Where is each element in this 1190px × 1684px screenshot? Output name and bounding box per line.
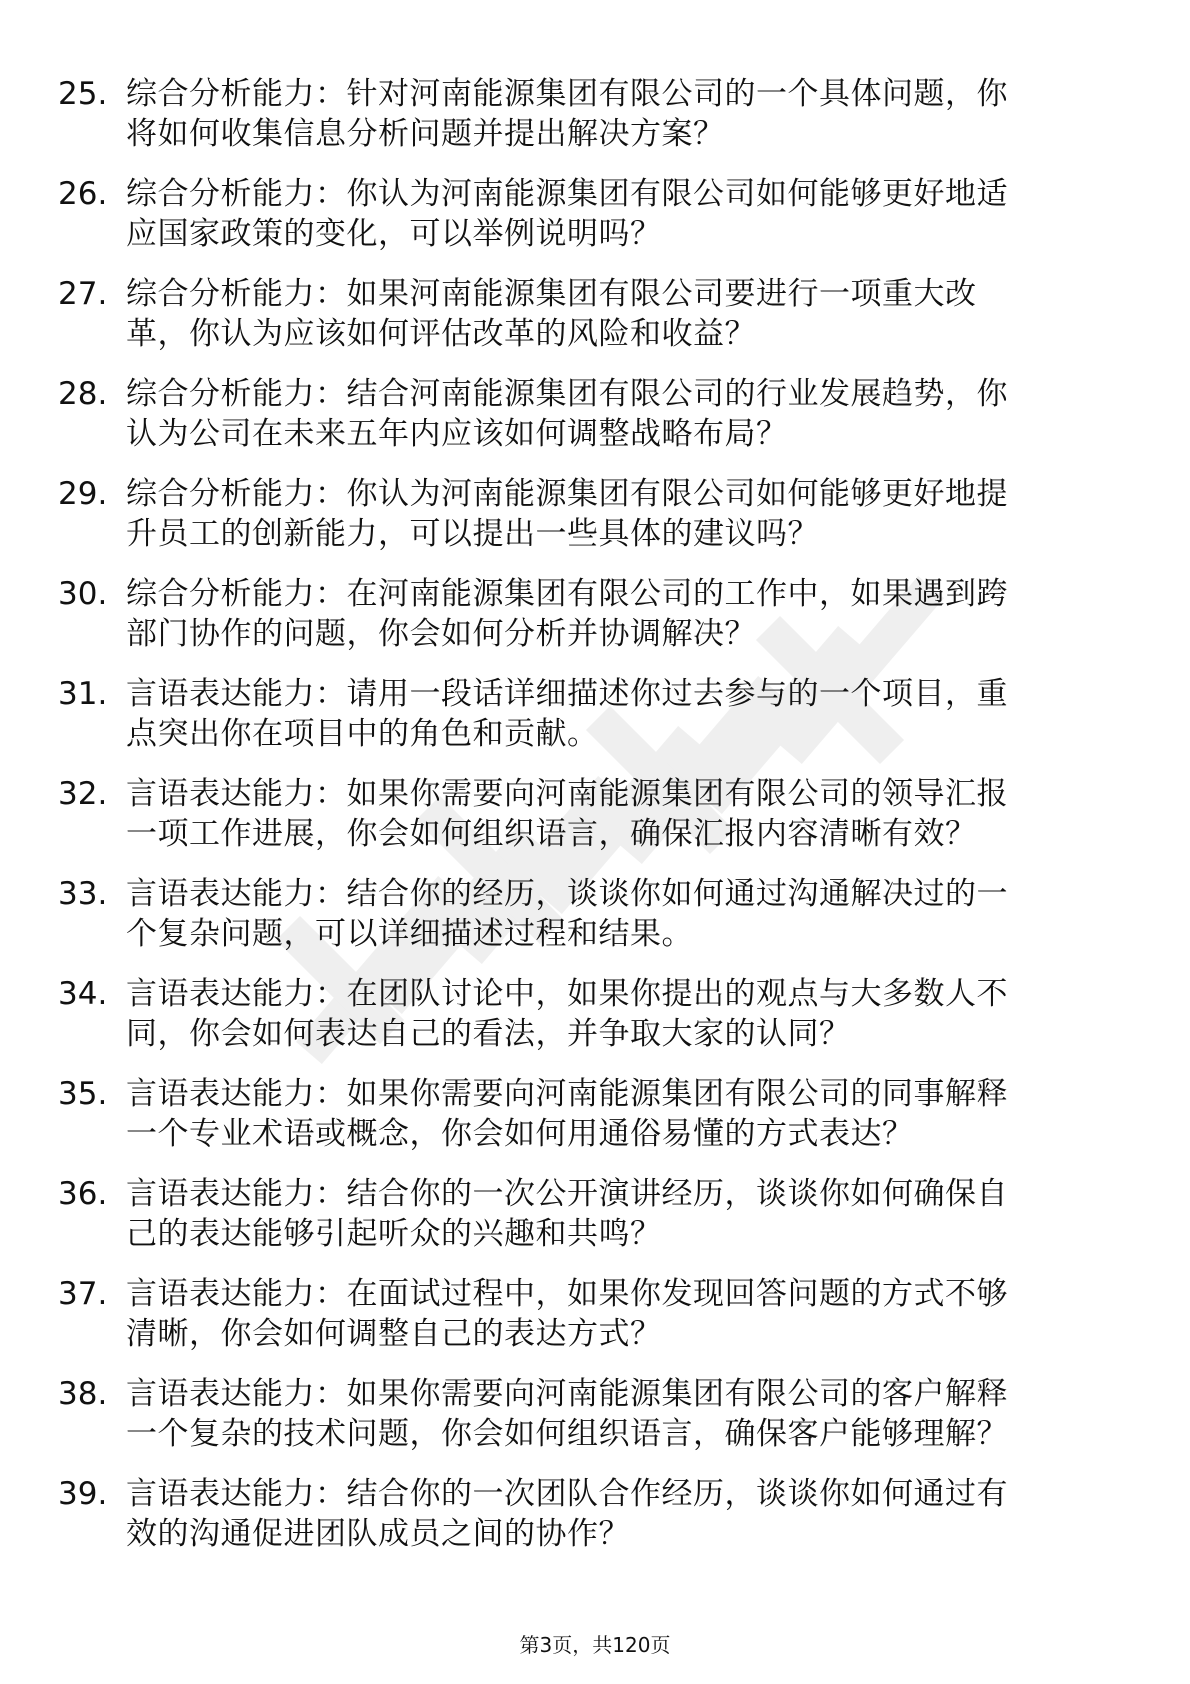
page-footer <box>0 1632 1190 1658</box>
page-number-label: 第3页，共120页 <box>519 1633 671 1657</box>
question-text <box>126 374 1166 454</box>
question-number: 33. <box>58 876 108 912</box>
question-number: 28. <box>58 376 108 412</box>
question-number: 32. <box>58 776 108 812</box>
question-text <box>126 174 1166 254</box>
question-item-34 <box>58 970 1118 1070</box>
question-item-25 <box>58 70 1118 170</box>
question-item-28 <box>58 370 1118 470</box>
question-item-39 <box>58 1470 1118 1570</box>
question-line: 点突出你在项目中的角色和贡献。 <box>126 716 599 752</box>
question-line: 综合分析能力：在河南能源集团有限公司的工作中，如果遇到跨 <box>126 576 1008 612</box>
question-line: 言语表达能力：结合你的一次公开演讲经历，谈谈你如何确保自 <box>126 1176 1008 1212</box>
question-item-30 <box>58 570 1118 670</box>
question-item-36 <box>58 1170 1118 1270</box>
question-text <box>126 74 1166 154</box>
question-line: 一个复杂的技术问题，你会如何组织语言，确保客户能够理解？ <box>126 1416 1008 1452</box>
question-item-33 <box>58 870 1118 970</box>
question-line: 言语表达能力：在面试过程中，如果你发现回答问题的方式不够 <box>126 1276 1008 1312</box>
question-line: 将如何收集信息分析问题并提出解决方案？ <box>126 116 725 152</box>
question-line: 升员工的创新能力，可以提出一些具体的建议吗？ <box>126 516 819 552</box>
question-text <box>126 574 1166 654</box>
question-line: 综合分析能力：结合河南能源集团有限公司的行业发展趋势，你 <box>126 376 1008 412</box>
question-item-29 <box>58 470 1118 570</box>
question-text <box>126 1374 1166 1454</box>
question-line: 综合分析能力：针对河南能源集团有限公司的一个具体问题，你 <box>126 76 1008 112</box>
question-line: 一个专业术语或概念，你会如何用通俗易懂的方式表达？ <box>126 1116 914 1152</box>
question-line: 综合分析能力：你认为河南能源集团有限公司如何能够更好地适 <box>126 176 1008 212</box>
question-item-38 <box>58 1370 1118 1470</box>
question-item-31 <box>58 670 1118 770</box>
question-line: 言语表达能力：在团队讨论中，如果你提出的观点与大多数人不 <box>126 976 1008 1012</box>
question-line: 一项工作进展，你会如何组织语言，确保汇报内容清晰有效？ <box>126 816 977 852</box>
question-number: 35. <box>58 1076 108 1112</box>
question-text <box>126 274 1166 354</box>
question-line: 言语表达能力：结合你的经历，谈谈你如何通过沟通解决过的一 <box>126 876 1008 912</box>
question-line: 部门协作的问题，你会如何分析并协调解决？ <box>126 616 756 652</box>
question-line: 言语表达能力：如果你需要向河南能源集团有限公司的客户解释 <box>126 1376 1008 1412</box>
question-line: 个复杂问题，可以详细描述过程和结果。 <box>126 916 693 952</box>
question-item-35 <box>58 1070 1118 1170</box>
question-number: 39. <box>58 1476 108 1512</box>
question-line: 应国家政策的变化，可以举例说明吗？ <box>126 216 662 252</box>
question-text <box>126 1274 1166 1354</box>
question-line: 言语表达能力：结合你的一次团队合作经历，谈谈你如何通过有 <box>126 1476 1008 1512</box>
question-line: 己的表达能够引起听众的兴趣和共鸣？ <box>126 1216 662 1252</box>
question-item-37 <box>58 1270 1118 1370</box>
question-item-26 <box>58 170 1118 270</box>
question-text <box>126 1074 1166 1154</box>
question-line: 革，你认为应该如何评估改革的风险和收益？ <box>126 316 756 352</box>
question-text <box>126 874 1166 954</box>
question-number: 25. <box>58 76 108 112</box>
question-line: 言语表达能力：请用一段话详细描述你过去参与的一个项目，重 <box>126 676 1008 712</box>
question-line: 清晰，你会如何调整自己的表达方式？ <box>126 1316 662 1352</box>
question-list <box>58 70 1118 1570</box>
question-line: 同，你会如何表达自己的看法，并争取大家的认同？ <box>126 1016 851 1052</box>
question-text <box>126 674 1166 754</box>
question-number: 34. <box>58 976 108 1012</box>
question-number: 29. <box>58 476 108 512</box>
question-number: 37. <box>58 1276 108 1312</box>
question-item-32 <box>58 770 1118 870</box>
question-text <box>126 974 1166 1054</box>
question-line: 言语表达能力：如果你需要向河南能源集团有限公司的同事解释 <box>126 1076 1008 1112</box>
question-number: 38. <box>58 1376 108 1412</box>
question-line: 综合分析能力：如果河南能源集团有限公司要进行一项重大改 <box>126 276 977 312</box>
question-number: 30. <box>58 576 108 612</box>
question-line: 言语表达能力：如果你需要向河南能源集团有限公司的领导汇报 <box>126 776 1008 812</box>
question-text <box>126 774 1166 854</box>
question-number: 31. <box>58 676 108 712</box>
question-item-27 <box>58 270 1118 370</box>
question-text <box>126 474 1166 554</box>
question-number: 27. <box>58 276 108 312</box>
question-line: 效的沟通促进团队成员之间的协作？ <box>126 1516 630 1552</box>
question-line: 综合分析能力：你认为河南能源集团有限公司如何能够更好地提 <box>126 476 1008 512</box>
question-text <box>126 1474 1166 1554</box>
question-line: 认为公司在未来五年内应该如何调整战略布局？ <box>126 416 788 452</box>
question-number: 26. <box>58 176 108 212</box>
question-text <box>126 1174 1166 1254</box>
question-number: 36. <box>58 1176 108 1212</box>
